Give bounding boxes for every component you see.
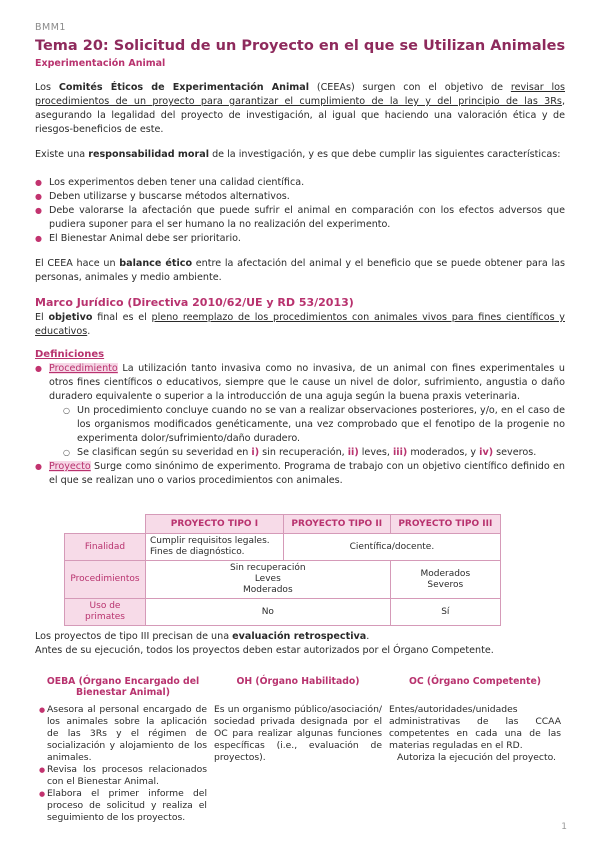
- page-number: 1: [561, 822, 567, 832]
- table-row: [65, 534, 501, 561]
- table-row: [65, 561, 501, 599]
- list-item: ● Revisa los procesos relacionados con el Bienestar Animal.: [39, 764, 207, 788]
- sub-list-item: ○ Un procedimiento concluye cuando no se van a realizar observaciones posteriores, y/o, en el caso de los organismos modificados genéticamente, una vez comprobado que el fenotipo de la progenie no experimenta dolor/sufrimiento/daño duradero.: [49, 404, 565, 446]
- row-label: Finalidad: [65, 534, 146, 561]
- marco-paragraph: El objetivo final es el pleno reemplazo de los procedimientos con animales vivos para fines científicos y educativos.: [35, 312, 565, 337]
- oeba-list: [39, 704, 207, 824]
- procedimiento-term: Procedimiento: [49, 363, 118, 374]
- oeba-title: OEBA (Órgano Encargado del Bienestar Animal): [46, 676, 200, 698]
- table-cell: Cumplir requisitos legales. Fines de diagnóstico.: [146, 534, 284, 561]
- procedimiento-sublist: [49, 404, 565, 460]
- table-header: PROYECTO TIPO III: [390, 515, 500, 534]
- list-item: ● Proyecto Surge como sinónimo de experimento. Programa de trabajo con un objetivo científico definido en el que se realizan uno o varios procedimientos con animales.: [35, 460, 565, 488]
- page-subtitle: Experimentación Animal: [35, 58, 166, 69]
- list-item: ● El Bienestar Animal debe ser prioritario.: [35, 232, 565, 246]
- list-item: ● Asesora al personal encargado de los animales sobre la aplicación de las 3Rs y el régimen de socialización y alojamiento de los animales.: [39, 704, 207, 764]
- table-cell: No: [146, 599, 391, 626]
- intro-paragraph-3: El CEEA hace un balance ético entre la afectación del animal y el beneficio que se puede obtener para las personas, animales y medio ambiente.: [35, 258, 565, 283]
- intro-paragraph-1: Los Comités Éticos de Experimentación Animal (CEEAs) surgen con el objetivo de revisar los procedimientos de un proyecto para garantizar el cumplimiento de la ley y del principio de las 3Rs, asegurando la legalidad del proyecto de investigación, al igual que haciendo una valoración ética y de riesgos-beneficios de este.: [35, 82, 566, 135]
- list-item: ● Debe valorarse la afectación que puede sufrir el animal en comparación con los efectos adversos que pudiera suponer para el ser humano la no realización del experimento.: [35, 204, 565, 232]
- characteristics-list: [35, 176, 565, 246]
- oh-column: [214, 676, 382, 764]
- table-row: [65, 599, 501, 626]
- table-cell: Sí: [390, 599, 500, 626]
- intro-paragraph-2: Existe una responsabilidad moral de la investigación, y es que debe cumplir las siguientes características:: [35, 149, 561, 160]
- row-label: Uso de primates: [65, 599, 146, 626]
- oc-title: OC (Órgano Competente): [408, 676, 542, 687]
- table-cell: Moderados Severos: [390, 561, 500, 599]
- oh-text: Es un organismo público/asociación/ sociedad privada designada por el OC para realizar algunas funciones específicas (i.e., evaluación de proyectos).: [214, 704, 382, 763]
- table-cell: Científica/docente.: [283, 534, 500, 561]
- oh-title: OH (Órgano Habilitado): [236, 676, 360, 687]
- after-table-paragraph-1: Los proyectos de tipo III precisan de una evaluación retrospectiva.: [35, 631, 370, 642]
- oc-column: [389, 676, 561, 764]
- list-item: ● Los experimentos deben tener una calidad científica.: [35, 176, 565, 190]
- oc-text: Entes/autoridades/unidades administrativas de las CCAA competentes en cada una de las materias reguladas en el RD. Autoriza la ejecución del proyecto.: [389, 704, 561, 763]
- proyecto-term: Proyecto: [49, 461, 91, 472]
- table-cell: Sin recuperación Leves Moderados: [146, 561, 391, 599]
- list-item: ● Procedimiento La utilización tanto invasiva como no invasiva, de un animal con fines experimentales u otros fines científicos o educativos, siempre que le cause un nivel de dolor, sufrimiento, angustia o daño duradero equivalente o superior a la introducción de una aguja según la buena praxis veterinaria. ○ Un procedimiento concluye cuando no se van a realizar observaciones posteriores, y/o, en el caso de los organismos modificados genéticamente, una vez comprobado que el fenotipo de la progenie no experimenta dolor/sufrimiento/daño duradero. ○ Se clasifican según su severidad en i) sin recuperación, ii) leves, iii) moderados, y iv) severos.: [35, 362, 565, 460]
- oeba-column: [39, 676, 207, 824]
- row-label: Procedimientos: [65, 561, 146, 599]
- page-title: Tema 20: Solicitud de un Proyecto en el que se Utilizan Animales: [35, 38, 566, 54]
- definiciones-heading: Definiciones: [35, 349, 105, 360]
- list-item: ● Deben utilizarse y buscarse métodos alternativos.: [35, 190, 565, 204]
- marco-heading: Marco Jurídico (Directiva 2010/62/UE y RD 53/2013): [35, 296, 354, 309]
- course-code: BMM1: [35, 22, 66, 33]
- after-table-paragraph-2: Antes de su ejecución, todos los proyectos deben estar autorizados por el Órgano Competente.: [35, 645, 494, 656]
- sub-list-item: ○ Se clasifican según su severidad en i) sin recuperación, ii) leves, iii) moderados, y iv) severos.: [49, 446, 565, 460]
- definiciones-list: [35, 362, 565, 488]
- list-item: ● Elabora el primer informe del proceso de solicitud y realiza el seguimiento de los proyectos.: [39, 788, 207, 824]
- project-types-table: [64, 514, 501, 626]
- table-header: PROYECTO TIPO II: [283, 515, 390, 534]
- table-header: PROYECTO TIPO I: [146, 515, 284, 534]
